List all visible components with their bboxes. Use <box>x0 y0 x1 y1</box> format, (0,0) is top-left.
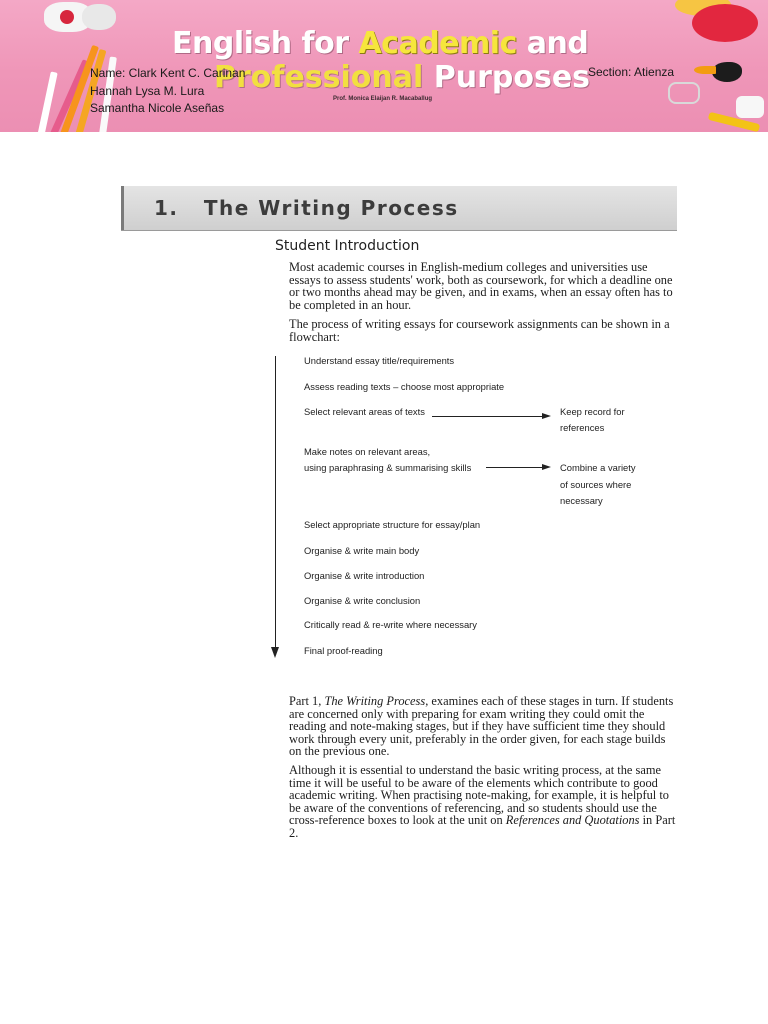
flow-side-note: necessary <box>560 495 603 506</box>
flow-side-note: Keep record for <box>560 406 625 417</box>
student-name: Samantha Nicole Aseñas <box>90 101 225 115</box>
section-label: Section: Atienza <box>588 65 675 79</box>
banner-title-line1: English for Academic and <box>172 26 589 61</box>
flow-side-note: references <box>560 422 605 433</box>
flow-step: Select appropriate structure for essay/plan <box>304 519 481 530</box>
body-paragraph: Although it is essential to understand the basic writing process, at the same time it will be useful to be aware of the elements which contribute to good academic writing. When practising note-making, for example, it is helpful to be aware of the conventions of referencing, and so students should use the cross-reference boxes to look at the unit on References and Quotations in Part 2. <box>289 763 676 840</box>
flow-step: Organise & write conclusion <box>304 595 421 606</box>
chapter-heading: 1. The Writing Process <box>154 196 459 220</box>
flow-step: Final proof-reading <box>304 645 383 656</box>
flow-step: Organise & write introduction <box>304 570 425 581</box>
flow-arrow-down-icon <box>271 647 279 658</box>
paperclip-decoration <box>668 82 700 104</box>
header-banner <box>0 0 768 132</box>
flow-step: Assess reading texts – choose most appropriate <box>304 381 505 392</box>
arrow-right-icon <box>542 464 551 470</box>
heading-divider <box>121 230 677 231</box>
toucan-decoration <box>712 62 742 82</box>
student-name: Name: Clark Kent C. Carinan <box>90 66 246 80</box>
flow-step: Make notes on relevant areas, <box>304 446 431 457</box>
macaron-decoration <box>692 4 758 42</box>
eraser-decoration <box>82 4 116 30</box>
flow-step: using paraphrasing & summarising skills <box>304 462 472 473</box>
professor-name: Prof. Monica Elaijan R. Macaballug <box>333 96 433 102</box>
flow-step: Select relevant areas of texts <box>304 406 425 417</box>
flow-step: Organise & write main body <box>304 545 420 556</box>
body-paragraph: Part 1, The Writing Process, examines each of these stages in turn. If students are concerned only with preparing for exam writing they could omit the reading and note-making stages, but if they have sufficient time they should work through every unit, preferably in the order given, for each stage builds on the previous one. <box>289 694 674 759</box>
flow-arrow-line <box>432 416 542 417</box>
flow-step: Understand essay title/requirements <box>304 355 455 366</box>
chapter-heading-bar <box>121 186 677 230</box>
banner-title-line2: Professional Purposes <box>214 60 591 95</box>
flow-arrow-line <box>486 467 542 468</box>
student-names <box>90 65 245 118</box>
intro-paragraph: Most academic courses in English-medium colleges and universities use essays to assess students' work, both as coursework, for which a deadline one or two months ahead may be given, and in exams, when an essay often has to be completed in an hour. <box>289 260 673 312</box>
flow-side-note: Combine a variety <box>560 462 636 473</box>
intro-paragraph: The process of writing essays for coursework assignments can be shown in a flowchart: <box>289 317 670 344</box>
bottle-decoration <box>736 96 764 118</box>
flow-vertical-line <box>275 356 276 648</box>
arrow-right-icon <box>542 413 551 419</box>
section-subheading: Student Introduction <box>275 238 420 254</box>
flow-side-note: of sources where <box>560 479 632 490</box>
flow-step: Critically read & re-write where necessary <box>304 619 477 630</box>
student-name: Hannah Lysa M. Lura <box>90 83 205 98</box>
